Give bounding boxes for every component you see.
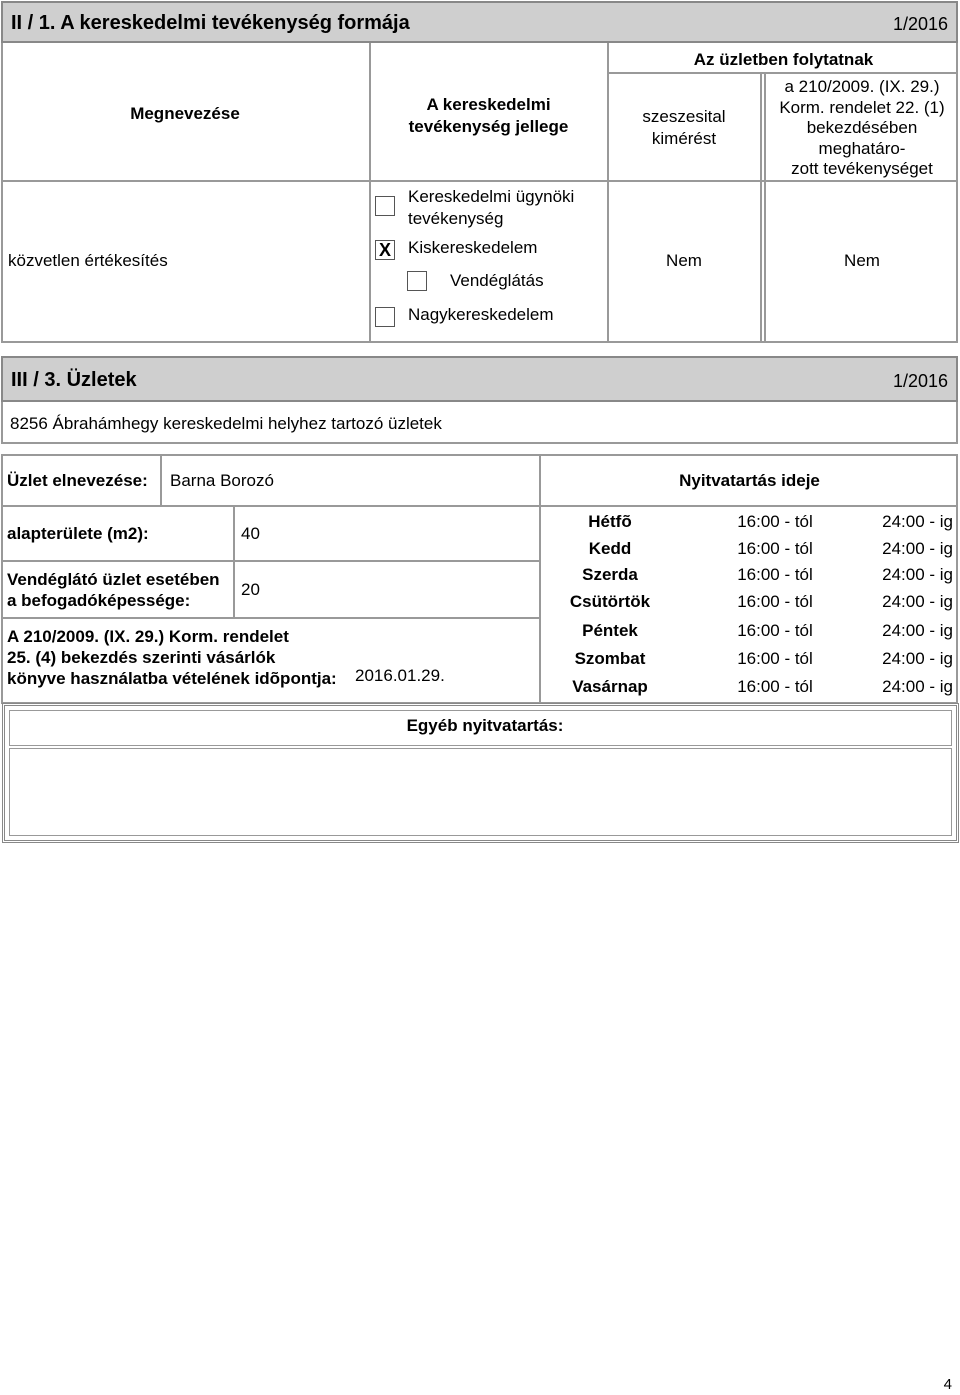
checkbox-commercial-agent[interactable] [375,196,395,216]
day-label: Kedd [588,539,632,558]
book-label: A 210/2009. (IX. 29.) Korm. rendelet 25. (4) bekezdés szerinti vásárlók könyve használatba vételének idõpontja: [7,627,337,688]
hours-to: 24:00 - ig [882,621,953,640]
hours-from: 16:00 - tól [737,565,813,584]
section2-year: 1/2016 [892,371,948,391]
day-label: Szombat [574,649,646,668]
day-label: Vasárnap [572,677,648,696]
day-label: Szerda [582,565,638,584]
col-type-header: A kereskedelmi tevékenység jellege [408,95,569,136]
checkbox-wholesale[interactable] [375,307,395,327]
col-regulated-header: a 210/2009. (IX. 29.) Korm. rendelet 22. (1) bekezdésében meghatáro- zott tevékenységet [779,77,945,178]
hours-to: 24:00 - ig [882,592,953,611]
checkbox-catering[interactable] [407,271,427,291]
checkbox-label-commercial-agent: Kereskedelmi ügynöki tevékenység [408,187,575,228]
book-date: 2016.01.29. [355,666,445,685]
day-label: Péntek [582,621,638,640]
day-label: Hétfõ [588,512,632,531]
hours-to: 24:00 - ig [882,512,953,531]
checkbox-label-wholesale: Nagykereskedelem [408,305,554,324]
section2-title: III / 3. Üzletek [11,369,137,391]
col-alcohol-header: szeszesital kimérést [642,107,726,148]
section1-year: 1/2016 [892,14,948,34]
capacity-value: 20 [241,580,260,599]
hours-from: 16:00 - tól [737,592,813,611]
hours-header: Nyitvatartás ideje [679,471,820,490]
hours-to: 24:00 - ig [882,539,953,558]
alcohol-value: Nem [666,251,702,270]
section1-header [1,1,958,43]
area-label: alapterülete (m2): [7,524,149,543]
shop-name: Barna Borozó [170,471,274,490]
hours-from: 16:00 - tól [737,621,813,640]
other-hours-box [2,703,959,843]
area-value: 40 [241,524,260,543]
day-label: Csütörtök [569,592,651,611]
checkbox-label-retail: Kiskereskedelem [408,238,538,257]
section1-title: II / 1. A kereskedelmi tevékenység formája [11,12,410,34]
section2-header [1,356,958,402]
hours-to: 24:00 - ig [882,565,953,584]
col-name-header: Megnevezése [130,104,240,123]
capacity-label: Vendéglátó üzlet esetében a befogadóképessége: [7,570,220,610]
checkbox-label-catering: Vendéglátás [450,271,544,290]
hours-from: 16:00 - tól [737,677,813,696]
hours-from: 16:00 - tól [737,512,813,531]
shop-name-label: Üzlet elnevezése: [7,471,148,490]
hours-from: 16:00 - tól [737,649,813,668]
location-box [1,402,958,444]
hours-from: 16:00 - tól [737,539,813,558]
row-name: közvetlen értékesítés [8,251,168,270]
hours-to: 24:00 - ig [882,649,953,668]
page-number: 4 [943,1376,952,1393]
hours-to: 24:00 - ig [882,677,953,696]
col-shop-header: Az üzletben folytatnak [693,50,874,69]
checkbox-retail[interactable]: X [375,240,395,260]
location-text: 8256 Ábrahámhegy kereskedelmi helyhez tartozó üzletek [10,414,442,433]
regulated-value: Nem [844,251,880,270]
other-hours-label: Egyéb nyitvatartás: [406,716,564,735]
